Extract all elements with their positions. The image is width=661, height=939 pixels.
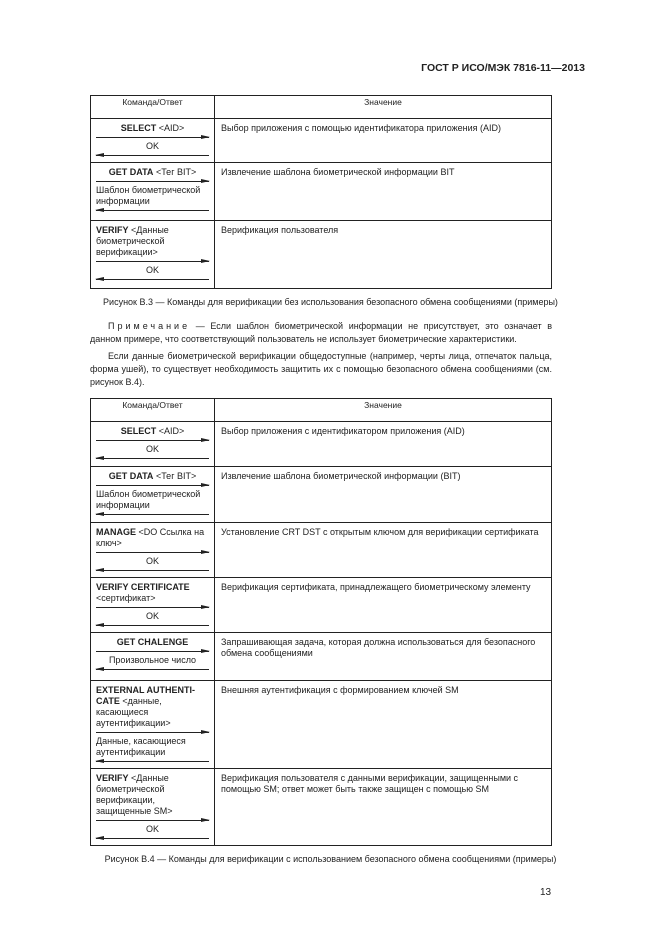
command-name: VERIFY CERTIFICATE xyxy=(96,582,190,592)
figure-caption-b4: Рисунок В.4 — Команды для верификации с использованием безопасного обмена сообщениями (примеры) xyxy=(104,854,557,864)
command-name: MANAGE xyxy=(96,527,136,537)
note-text: — Если шаблон биометрической информации не присутствует, это означает в данном примере, что соответствующий пользователь не использует биометрические характеристики. xyxy=(90,321,552,344)
table-row xyxy=(91,221,552,289)
value-cell: Запрашивающая задача, которая должна использоваться для безопасного обмена сообщениями xyxy=(215,633,552,681)
table-row xyxy=(91,163,552,221)
table-row xyxy=(91,119,552,163)
command-name: VERIFY xyxy=(96,773,129,783)
command-cell xyxy=(91,578,215,633)
command-request xyxy=(96,471,209,482)
note-paragraph xyxy=(90,320,552,346)
arrow-left-icon xyxy=(96,570,209,571)
body-paragraph: Если данные биометрической верификации общедоступные (например, черты лица, отпечаток пальца, форма ушей), то существует необходимость защитить их с помощью безопасного обмена сообщениями (см. рисунок В.4). xyxy=(90,351,552,387)
table-row xyxy=(91,422,552,467)
value-cell: Установление CRT DST с открытым ключом для верификации сертификата xyxy=(215,523,552,578)
command-request xyxy=(96,685,209,729)
command-cell xyxy=(91,681,215,769)
command-name: VERIFY xyxy=(96,225,129,235)
arrow-right-icon xyxy=(96,440,209,441)
value-cell: Извлечение шаблона биометрической информации (BIT) xyxy=(215,467,552,523)
command-name: GET DATA xyxy=(108,471,154,481)
table-row xyxy=(91,633,552,681)
command-request xyxy=(96,167,209,178)
command-args: <DO Ссылка на ключ> xyxy=(96,527,205,548)
note-label: Примечание xyxy=(108,321,191,331)
command-response: Шаблон биометрической информации xyxy=(96,185,201,206)
col-header-command: Команда/Ответ xyxy=(91,96,215,119)
command-name: GET CHALENGE xyxy=(116,637,189,647)
command-name: SELECT xyxy=(120,123,157,133)
arrow-left-icon xyxy=(96,669,209,670)
page-number: 13 xyxy=(540,887,552,898)
arrow-right-icon xyxy=(96,651,209,652)
command-cell xyxy=(91,633,215,681)
col-header-command: Команда/Ответ xyxy=(91,399,215,422)
command-args: <сертификат> xyxy=(96,593,156,603)
commands-table-b4 xyxy=(90,398,552,846)
command-cell xyxy=(91,221,215,289)
arrow-left-icon xyxy=(96,761,209,762)
arrow-right-icon xyxy=(96,181,209,182)
value-cell: Внешняя аутентификация с формированием ключей SM xyxy=(215,681,552,769)
value-cell: Верификация пользователя xyxy=(215,221,552,289)
value-cell: Выбор приложения с идентификатором приложения (AID) xyxy=(215,422,552,467)
command-request xyxy=(96,637,209,648)
arrow-left-icon xyxy=(96,458,209,459)
arrow-right-icon xyxy=(96,820,209,821)
command-request xyxy=(96,426,209,437)
arrow-right-icon xyxy=(96,137,209,138)
table-row xyxy=(91,523,552,578)
value-cell: Верификация сертификата, принадлежащего биометрическому элементу xyxy=(215,578,552,633)
table-row xyxy=(91,467,552,523)
command-request xyxy=(96,123,209,134)
col-header-value: Значение xyxy=(215,96,552,119)
command-args: <AID> xyxy=(156,123,185,133)
command-response: OK xyxy=(145,141,159,151)
command-response: OK xyxy=(145,444,159,454)
command-response: OK xyxy=(145,611,159,621)
value-cell: Верификация пользователя с данными верификации, защищенными с помощью SM; ответ может быть также защищен с помощью SM xyxy=(215,769,552,846)
command-request xyxy=(96,225,209,258)
command-args: <Данные биометрической верификации, защищенные SM> xyxy=(96,773,173,816)
arrow-left-icon xyxy=(96,514,209,515)
value-cell: Выбор приложения с помощью идентификатора приложения (AID) xyxy=(215,119,552,163)
arrow-right-icon xyxy=(96,485,209,486)
col-header-value: Значение xyxy=(215,399,552,422)
table-row xyxy=(91,769,552,846)
arrow-left-icon xyxy=(96,625,209,626)
command-request xyxy=(96,527,209,549)
command-args: <Тег BIT> xyxy=(153,167,197,177)
command-response: Данные, касающиеся аутентификации xyxy=(96,736,186,757)
command-response: Произвольное число xyxy=(108,655,197,665)
command-args: <данные, касающиеся аутентификации> xyxy=(96,696,171,728)
command-request xyxy=(96,582,209,604)
command-cell xyxy=(91,119,215,163)
command-cell xyxy=(91,769,215,846)
command-response: OK xyxy=(145,265,159,275)
command-name: EXTERNAL AUTHENTI-CATE xyxy=(96,685,195,706)
command-response: OK xyxy=(145,824,159,834)
command-response: OK xyxy=(145,556,159,566)
arrow-left-icon xyxy=(96,279,209,280)
arrow-right-icon xyxy=(96,261,209,262)
standard-header: ГОСТ Р ИСО/МЭК 7816-11—2013 xyxy=(421,62,585,74)
table-row xyxy=(91,578,552,633)
command-cell xyxy=(91,523,215,578)
arrow-left-icon xyxy=(96,838,209,839)
command-args: <AID> xyxy=(156,426,185,436)
figure-caption-b3: Рисунок В.3 — Команды для верификации без использования безопасного обмена сообщениями (примеры) xyxy=(103,297,558,307)
table-row xyxy=(91,681,552,769)
arrow-right-icon xyxy=(96,552,209,553)
value-cell: Извлечение шаблона биометрической информации BIT xyxy=(215,163,552,221)
arrow-left-icon xyxy=(96,210,209,211)
command-response: Шаблон биометрической информации xyxy=(96,489,201,510)
command-name: GET DATA xyxy=(108,167,154,177)
commands-table-b3 xyxy=(90,95,552,289)
arrow-right-icon xyxy=(96,732,209,733)
command-args: <Данные биометрической верификации> xyxy=(96,225,169,257)
command-cell xyxy=(91,467,215,523)
command-cell xyxy=(91,422,215,467)
arrow-right-icon xyxy=(96,607,209,608)
arrow-left-icon xyxy=(96,155,209,156)
command-request xyxy=(96,773,209,817)
command-name: SELECT xyxy=(120,426,157,436)
command-cell xyxy=(91,163,215,221)
command-args: <Тег BIT> xyxy=(153,471,197,481)
